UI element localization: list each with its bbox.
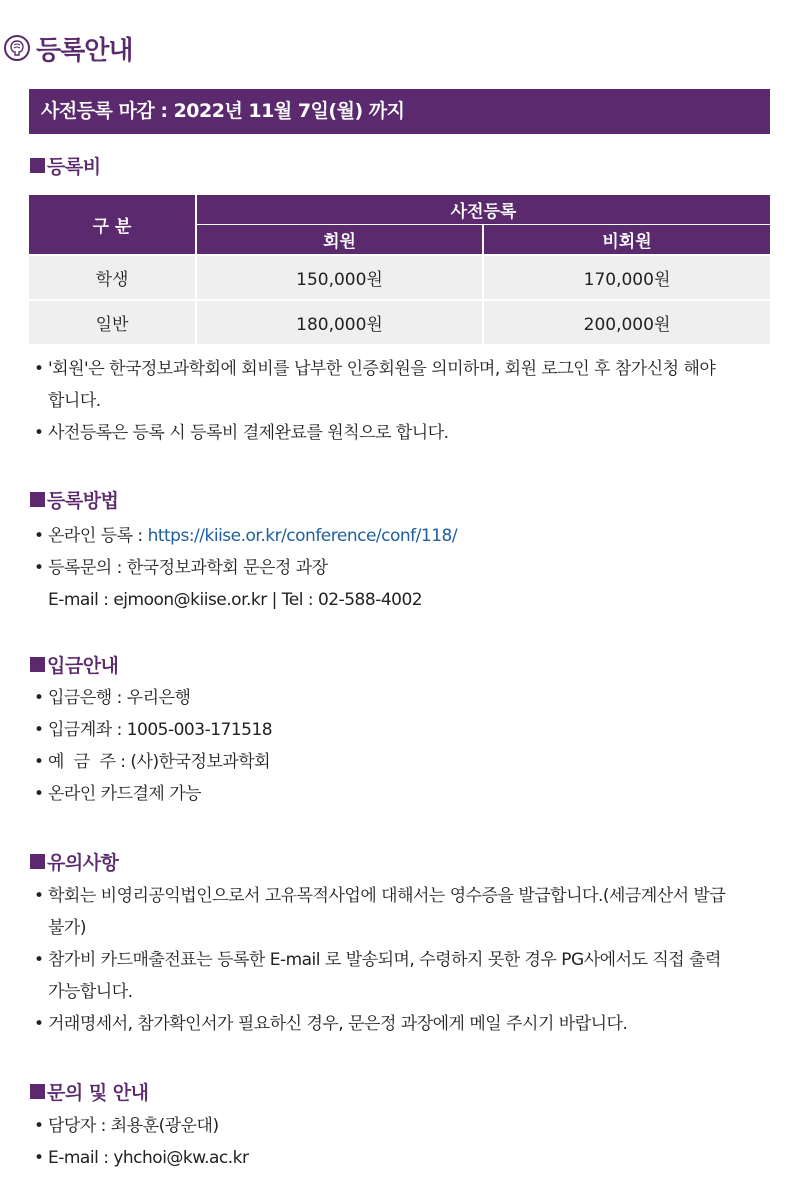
bullet-dot-icon: • bbox=[34, 359, 44, 379]
bullet-dot-icon: • bbox=[34, 752, 44, 772]
list-item: • 온라인 등록 : https://kiise.or.kr/conference/conf/118/ bbox=[34, 520, 457, 552]
row-member-fee: 180,000원 bbox=[196, 300, 483, 344]
notice-heading bbox=[30, 848, 118, 875]
row-nonmember-fee: 200,000원 bbox=[483, 300, 770, 344]
bullet-dot-icon: • bbox=[34, 950, 44, 970]
list-item bbox=[34, 1142, 249, 1174]
list-item: • 거래명세서, 참가확인서가 필요하신 경우, 문은정 과장에게 메일 주시기 바랍니다. bbox=[34, 1008, 725, 1040]
square-bullet-icon bbox=[30, 657, 45, 672]
bullet-dot-icon: • bbox=[34, 423, 44, 443]
contact-heading bbox=[30, 1078, 149, 1105]
square-bullet-icon bbox=[30, 492, 45, 507]
row-member-fee: 150,000원 bbox=[196, 255, 483, 300]
contact-email: E-mail : yhchoi@kw.ac.kr bbox=[48, 1148, 249, 1168]
contact-heading-text: 문의 및 안내 bbox=[47, 1082, 149, 1104]
bullet-dot-icon: • bbox=[34, 688, 44, 708]
deadline-banner: 사전등록 마감 : 2022년 11월 7일(월) 까지 bbox=[29, 89, 770, 134]
fee-notes bbox=[34, 353, 715, 449]
bullet-dot-icon: • bbox=[34, 886, 44, 906]
table-header-category: 구 분 bbox=[29, 195, 196, 255]
inquiry-contact: E-mail : ejmoon@kiise.or.kr | Tel : 02-588-4002 bbox=[48, 590, 423, 610]
method-heading bbox=[30, 486, 118, 513]
table-row bbox=[29, 255, 770, 300]
square-bullet-icon bbox=[30, 854, 45, 869]
bullet-dot-icon: • bbox=[34, 1014, 44, 1034]
row-category: 일반 bbox=[29, 300, 196, 344]
list-item: • 학회는 비영리공익법인으로서 고유목적사업에 대해서는 영수증을 발급합니다.(세금계산서 발급 불가) bbox=[34, 880, 725, 944]
bullet-dot-icon: • bbox=[34, 720, 44, 740]
page-title-text: 등록안내 bbox=[36, 35, 133, 66]
list-item: • '회원'은 한국정보과학회에 회비를 납부한 인증회원을 의미하며, 회원 로그인 후 참가신청 해야 합니다. bbox=[34, 353, 715, 417]
fee-heading bbox=[30, 152, 101, 179]
list-item: • 사전등록은 등록 시 등록비 결제완료를 원칙으로 합니다. bbox=[34, 417, 715, 449]
fee-table bbox=[29, 195, 770, 344]
table-header-nonmember: 비회원 bbox=[483, 225, 770, 256]
list-item: • 담당자 : 최용훈(광운대) bbox=[34, 1110, 249, 1142]
bullet-dot-icon: • bbox=[34, 1148, 44, 1168]
notice-heading-text: 유의사항 bbox=[47, 852, 119, 874]
row-category: 학생 bbox=[29, 255, 196, 300]
contact-list bbox=[34, 1110, 249, 1174]
registration-link[interactable]: https://kiise.or.kr/conference/conf/118/ bbox=[147, 526, 458, 546]
method-list bbox=[34, 520, 457, 616]
table-row bbox=[29, 300, 770, 344]
payment-heading-text: 입금안내 bbox=[47, 655, 119, 677]
bullet-dot-icon: • bbox=[34, 1116, 44, 1136]
bullet-dot-icon: • bbox=[34, 784, 44, 804]
row-nonmember-fee: 170,000원 bbox=[483, 255, 770, 300]
table-header-group: 사전등록 bbox=[196, 195, 770, 225]
list-item: • 온라인 카드결제 가능 bbox=[34, 778, 272, 810]
square-bullet-icon bbox=[30, 1084, 45, 1099]
list-item: • 예 금 주 : (사)한국정보과학회 bbox=[34, 746, 272, 778]
list-item: • 참가비 카드매출전표는 등록한 E-mail 로 발송되며, 수령하지 못한 경우 PG사에서도 직접 출력 가능합니다. bbox=[34, 944, 725, 1008]
fee-heading-text: 등록비 bbox=[47, 156, 101, 178]
table-header-member: 회원 bbox=[196, 225, 483, 256]
method-heading-text: 등록방법 bbox=[47, 490, 119, 512]
bullet-dot-icon: • bbox=[34, 526, 44, 546]
payment-list bbox=[34, 682, 272, 810]
page-title bbox=[4, 28, 132, 68]
square-bullet-icon bbox=[30, 158, 45, 173]
list-item: • 등록문의 : 한국정보과학회 문은정 과장 E-mail : ejmoon@kiise.or.kr | Tel : 02-588-4002 bbox=[34, 552, 457, 616]
payment-heading bbox=[30, 651, 118, 678]
brain-circle-icon bbox=[4, 35, 30, 61]
list-item: • 입금은행 : 우리은행 bbox=[34, 682, 272, 714]
bullet-dot-icon: • bbox=[34, 558, 44, 578]
list-item: • 입금계좌 : 1005-003-171518 bbox=[34, 714, 272, 746]
notice-list bbox=[34, 880, 725, 1040]
